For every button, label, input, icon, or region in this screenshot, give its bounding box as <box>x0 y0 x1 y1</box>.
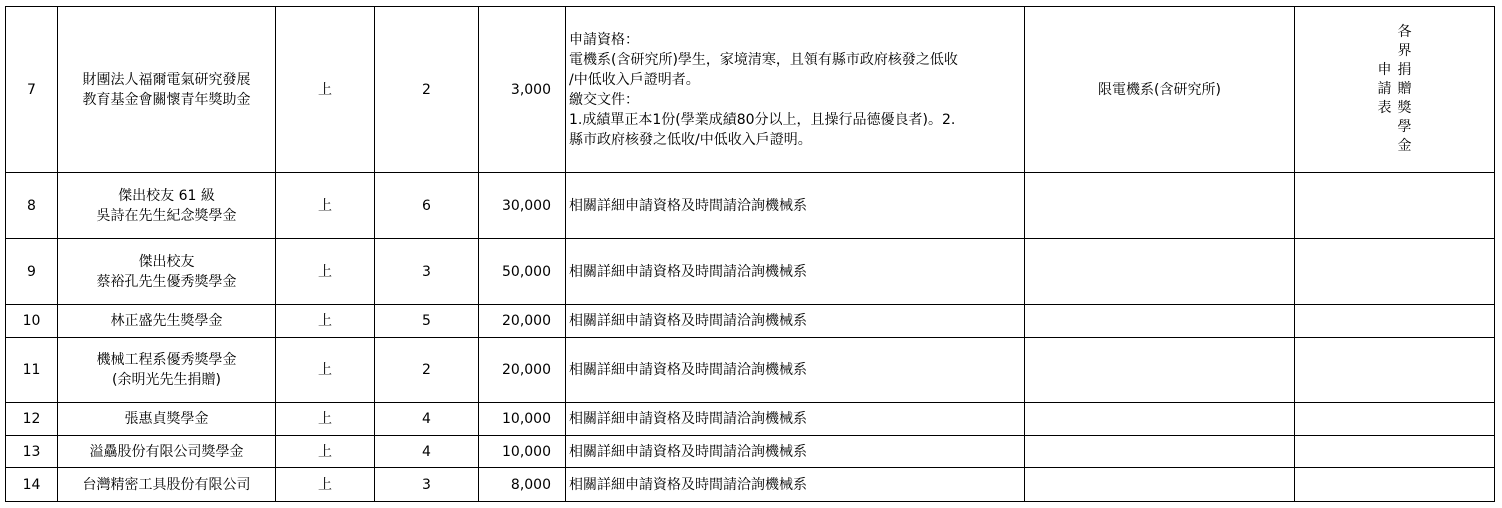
requirements <box>566 7 1025 173</box>
note <box>1295 239 1495 305</box>
scholarship-name-line: 台灣精密工具股份有限公司 <box>82 476 251 493</box>
scholarship-name-line: 機械工程系優秀獎學金 <box>96 352 237 368</box>
scholarship-name-line: 張惠貞獎學金 <box>124 411 209 427</box>
row-index: 8 <box>6 173 58 239</box>
requirements: 相關詳細申請資格及時間請洽詢機械系 <box>566 403 1025 436</box>
eligibility-limit <box>1025 436 1295 468</box>
semester: 上 <box>276 305 375 338</box>
requirements: 相關詳細申請資格及時間請洽詢機械系 <box>566 338 1025 403</box>
table-row <box>6 305 1495 338</box>
table-body <box>6 7 1495 502</box>
note <box>1295 436 1495 468</box>
amount: 30,000 <box>479 173 566 239</box>
vertical-char: 學 <box>1397 119 1412 135</box>
scholarship-name-line: 傑出校友 <box>138 253 195 270</box>
table-row <box>6 468 1495 502</box>
requirements-line: 縣市政府核發之低收/中低收入戶證明。 <box>569 131 812 148</box>
scholarship-name <box>58 436 276 468</box>
eligibility-limit <box>1025 338 1295 403</box>
quota: 2 <box>375 7 479 173</box>
requirements: 相關詳細申請資格及時間請洽詢機械系 <box>566 173 1025 239</box>
table-row <box>6 436 1495 468</box>
vertical-char: 界 <box>1397 43 1412 59</box>
requirements-line: 繳交文件： <box>569 91 639 108</box>
requirements: 相關詳細申請資格及時間請洽詢機械系 <box>566 436 1025 468</box>
scholarship-name-line: 溢驫股份有限公司獎學金 <box>89 443 244 460</box>
table-row <box>6 239 1495 305</box>
scholarship-name-line: 教育基金會關懷青年獎助金 <box>82 91 251 108</box>
eligibility-limit <box>1025 239 1295 305</box>
vertical-char: 捐 <box>1397 62 1412 78</box>
semester: 上 <box>276 239 375 305</box>
table-row <box>6 173 1495 239</box>
vertical-char: 贈 <box>1397 81 1412 97</box>
quota: 3 <box>375 468 479 502</box>
amount: 20,000 <box>479 338 566 403</box>
vertical-char: 各 <box>1397 24 1412 40</box>
note <box>1295 305 1495 338</box>
scholarship-name <box>58 173 276 239</box>
quota: 5 <box>375 305 479 338</box>
table-row <box>6 7 1495 173</box>
scholarship-name <box>58 403 276 436</box>
eligibility-limit: 限電機系(含研究所) <box>1025 7 1295 173</box>
amount: 50,000 <box>479 239 566 305</box>
note <box>1295 403 1495 436</box>
scholarship-name-line: 林正盛先生獎學金 <box>110 313 223 329</box>
requirements: 相關詳細申請資格及時間請洽詢機械系 <box>566 239 1025 305</box>
requirements-line: 申請資格： <box>569 31 639 48</box>
amount: 3,000 <box>479 7 566 173</box>
quota: 2 <box>375 338 479 403</box>
scholarship-name <box>58 239 276 305</box>
scholarship-name-line: 吳詩在先生紀念獎學金 <box>96 207 237 224</box>
note <box>1295 468 1495 502</box>
eligibility-limit <box>1025 468 1295 502</box>
amount: 10,000 <box>479 436 566 468</box>
semester: 上 <box>276 173 375 239</box>
quota: 4 <box>375 403 479 436</box>
table-row <box>6 403 1495 436</box>
requirements: 相關詳細申請資格及時間請洽詢機械系 <box>566 468 1025 502</box>
eligibility-limit <box>1025 305 1295 338</box>
note <box>1295 338 1495 403</box>
scholarship-name <box>58 7 276 173</box>
requirements-line: 1.成績單正本1份(學業成績80分以上，且操行品德優良者)。2. <box>569 111 956 128</box>
semester: 上 <box>276 468 375 502</box>
row-index: 9 <box>6 239 58 305</box>
quota: 6 <box>375 173 479 239</box>
scholarship-name-line: 蔡裕孔先生優秀獎學金 <box>96 273 237 290</box>
vertical-char: 表 <box>1377 100 1392 116</box>
requirements-line: 電機系(含研究所)學生，家境清寒，且領有縣市政府核發之低收 <box>569 51 958 68</box>
eligibility-limit <box>1025 403 1295 436</box>
table-row <box>6 338 1495 403</box>
vertical-note <box>1298 23 1491 156</box>
note <box>1295 7 1495 173</box>
amount: 8,000 <box>479 468 566 502</box>
scholarship-name-line: 財團法人福爾電氣研究發展 <box>82 71 251 88</box>
vertical-char: 申 <box>1377 62 1392 78</box>
row-index: 13 <box>6 436 58 468</box>
vertical-text-application-form <box>1378 61 1392 118</box>
quota: 4 <box>375 436 479 468</box>
requirements-line: /中低收入戶證明者。 <box>569 71 700 88</box>
requirements: 相關詳細申請資格及時間請洽詢機械系 <box>566 305 1025 338</box>
scholarship-name <box>58 468 276 502</box>
vertical-char: 金 <box>1397 138 1412 154</box>
semester: 上 <box>276 403 375 436</box>
row-index: 12 <box>6 403 58 436</box>
semester: 上 <box>276 7 375 173</box>
vertical-text-donor-scholarship <box>1398 23 1412 156</box>
scholarship-name-line: 傑出校友 61 級 <box>118 187 215 204</box>
vertical-char: 獎 <box>1397 100 1412 116</box>
row-index: 11 <box>6 338 58 403</box>
semester: 上 <box>276 436 375 468</box>
row-index: 7 <box>6 7 58 173</box>
scholarship-name <box>58 338 276 403</box>
row-index: 10 <box>6 305 58 338</box>
scholarship-table <box>5 6 1495 502</box>
eligibility-limit <box>1025 173 1295 239</box>
vertical-char: 請 <box>1377 81 1392 97</box>
semester: 上 <box>276 338 375 403</box>
scholarship-name <box>58 305 276 338</box>
scholarship-name-line: (余明光先生捐贈) <box>112 372 221 388</box>
note <box>1295 173 1495 239</box>
row-index: 14 <box>6 468 58 502</box>
amount: 20,000 <box>479 305 566 338</box>
amount: 10,000 <box>479 403 566 436</box>
quota: 3 <box>375 239 479 305</box>
